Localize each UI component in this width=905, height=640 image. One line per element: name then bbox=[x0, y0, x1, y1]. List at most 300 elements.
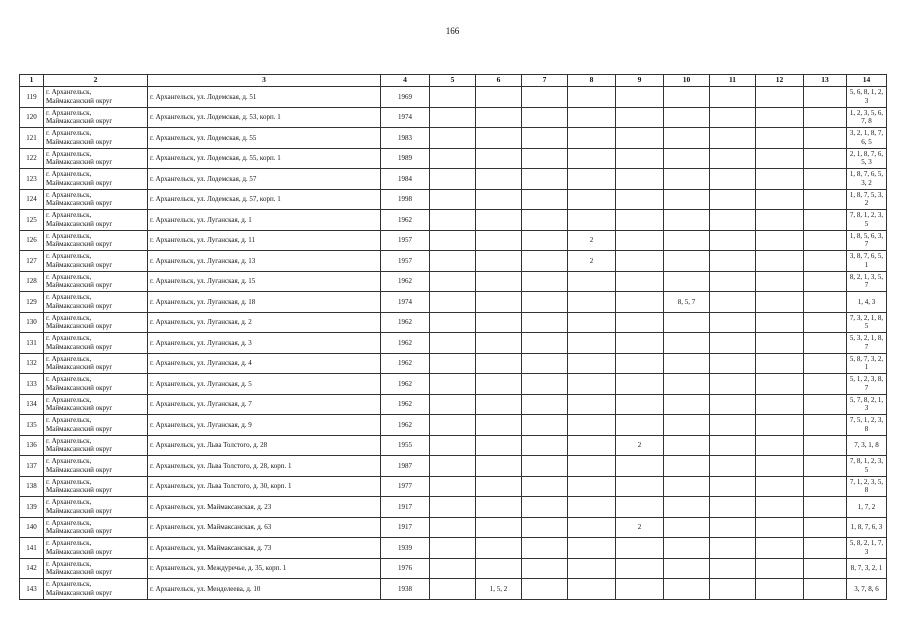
col-5-cell bbox=[430, 292, 476, 313]
year-cell: 1962 bbox=[381, 312, 430, 333]
row-number: 123 bbox=[20, 169, 44, 190]
col-5-cell bbox=[430, 312, 476, 333]
col-5-cell bbox=[430, 476, 476, 497]
col-5-cell bbox=[430, 435, 476, 456]
col-14-cell: 5, 7, 8, 2, 1, 3 bbox=[847, 394, 887, 415]
year-cell: 1917 bbox=[381, 517, 430, 538]
col-11-cell bbox=[710, 169, 756, 190]
district-cell: г. Архангельск, Маймаксанский округ bbox=[44, 230, 148, 251]
col-13-cell bbox=[804, 579, 847, 600]
col-12-cell bbox=[756, 538, 804, 559]
col-12-cell bbox=[756, 394, 804, 415]
col-5-cell bbox=[430, 538, 476, 559]
row-number: 129 bbox=[20, 292, 44, 313]
table-row bbox=[20, 497, 887, 518]
table-row bbox=[20, 148, 887, 169]
col-8-cell bbox=[568, 333, 616, 354]
col-12-cell bbox=[756, 271, 804, 292]
col-5-cell bbox=[430, 333, 476, 354]
col-6-cell bbox=[476, 189, 522, 210]
col-12-cell bbox=[756, 189, 804, 210]
col-6-cell bbox=[476, 456, 522, 477]
col-5-cell bbox=[430, 517, 476, 538]
col-9-cell bbox=[616, 394, 664, 415]
row-number: 119 bbox=[20, 87, 44, 108]
column-header-9: 9 bbox=[616, 75, 664, 87]
col-9-cell bbox=[616, 107, 664, 128]
col-7-cell bbox=[522, 456, 568, 477]
row-number: 136 bbox=[20, 435, 44, 456]
col-8-cell bbox=[568, 415, 616, 436]
col-14-cell: 3, 8, 7, 6, 5, 1 bbox=[847, 251, 887, 272]
col-9-cell bbox=[616, 230, 664, 251]
col-14-cell: 1, 4, 3 bbox=[847, 292, 887, 313]
col-11-cell bbox=[710, 312, 756, 333]
col-7-cell bbox=[522, 517, 568, 538]
year-cell: 1962 bbox=[381, 394, 430, 415]
col-12-cell bbox=[756, 312, 804, 333]
address-cell: г. Архангельск, ул. Луганская, д. 5 bbox=[148, 374, 381, 395]
col-6-cell bbox=[476, 312, 522, 333]
col-8-cell: 2 bbox=[568, 230, 616, 251]
year-cell: 1955 bbox=[381, 435, 430, 456]
col-13-cell bbox=[804, 353, 847, 374]
address-cell: г. Архангельск, ул. Луганская, д. 4 bbox=[148, 353, 381, 374]
col-11-cell bbox=[710, 497, 756, 518]
col-8-cell bbox=[568, 87, 616, 108]
col-7-cell bbox=[522, 128, 568, 149]
col-11-cell bbox=[710, 435, 756, 456]
col-9-cell bbox=[616, 497, 664, 518]
col-14-cell: 1, 8, 7, 5, 3, 2 bbox=[847, 189, 887, 210]
table-row bbox=[20, 579, 887, 600]
col-11-cell bbox=[710, 128, 756, 149]
col-13-cell bbox=[804, 189, 847, 210]
col-9-cell bbox=[616, 415, 664, 436]
col-14-cell: 2, 1, 8, 7, 6, 5, 3 bbox=[847, 148, 887, 169]
col-7-cell bbox=[522, 107, 568, 128]
col-6-cell: 1, 5, 2 bbox=[476, 579, 522, 600]
col-10-cell bbox=[664, 312, 710, 333]
district-cell: г. Архангельск, Маймаксанский округ bbox=[44, 497, 148, 518]
address-cell: г. Архангельск, ул. Луганская, д. 9 bbox=[148, 415, 381, 436]
col-6-cell bbox=[476, 476, 522, 497]
col-10-cell bbox=[664, 353, 710, 374]
col-6-cell bbox=[476, 251, 522, 272]
col-12-cell bbox=[756, 251, 804, 272]
col-12-cell bbox=[756, 415, 804, 436]
col-11-cell bbox=[710, 333, 756, 354]
col-10-cell bbox=[664, 415, 710, 436]
col-14-cell: 7, 1, 2, 3, 5, 8 bbox=[847, 476, 887, 497]
col-8-cell: 2 bbox=[568, 251, 616, 272]
col-13-cell bbox=[804, 415, 847, 436]
col-6-cell bbox=[476, 128, 522, 149]
col-8-cell bbox=[568, 292, 616, 313]
table-row bbox=[20, 456, 887, 477]
column-header-14: 14 bbox=[847, 75, 887, 87]
col-10-cell bbox=[664, 230, 710, 251]
address-cell: г. Архангельск, ул. Луганская, д. 11 bbox=[148, 230, 381, 251]
year-cell: 1957 bbox=[381, 230, 430, 251]
col-11-cell bbox=[710, 251, 756, 272]
col-7-cell bbox=[522, 87, 568, 108]
column-header-12: 12 bbox=[756, 75, 804, 87]
col-13-cell bbox=[804, 374, 847, 395]
col-6-cell bbox=[476, 558, 522, 579]
district-cell: г. Архангельск, Маймаксанский округ bbox=[44, 169, 148, 190]
col-11-cell bbox=[710, 456, 756, 477]
row-number: 141 bbox=[20, 538, 44, 559]
table-row bbox=[20, 374, 887, 395]
district-cell: г. Архангельск, Маймаксанский округ bbox=[44, 476, 148, 497]
row-number: 126 bbox=[20, 230, 44, 251]
district-cell: г. Архангельск, Маймаксанский округ bbox=[44, 517, 148, 538]
column-header-13: 13 bbox=[804, 75, 847, 87]
col-12-cell bbox=[756, 128, 804, 149]
col-12-cell bbox=[756, 558, 804, 579]
district-cell: г. Архангельск, Маймаксанский округ bbox=[44, 189, 148, 210]
col-5-cell bbox=[430, 353, 476, 374]
district-cell: г. Архангельск, Маймаксанский округ bbox=[44, 107, 148, 128]
district-cell: г. Архангельск, Маймаксанский округ bbox=[44, 312, 148, 333]
col-10-cell bbox=[664, 87, 710, 108]
col-5-cell bbox=[430, 210, 476, 231]
col-14-cell: 5, 6, 8, 1, 2, 3 bbox=[847, 87, 887, 108]
col-7-cell bbox=[522, 374, 568, 395]
col-6-cell bbox=[476, 497, 522, 518]
col-14-cell: 5, 1, 2, 3, 8, 7 bbox=[847, 374, 887, 395]
col-14-cell: 5, 3, 2, 1, 8, 7 bbox=[847, 333, 887, 354]
address-cell: г. Архангельск, ул. Льва Толстого, д. 28 bbox=[148, 435, 381, 456]
col-5-cell bbox=[430, 394, 476, 415]
col-11-cell bbox=[710, 415, 756, 436]
year-cell: 1984 bbox=[381, 169, 430, 190]
col-11-cell bbox=[710, 271, 756, 292]
address-cell: г. Архангельск, ул. Лодемская, д. 51 bbox=[148, 87, 381, 108]
year-cell: 1962 bbox=[381, 353, 430, 374]
col-9-cell bbox=[616, 579, 664, 600]
col-11-cell bbox=[710, 148, 756, 169]
col-7-cell bbox=[522, 435, 568, 456]
col-13-cell bbox=[804, 333, 847, 354]
year-cell: 1974 bbox=[381, 107, 430, 128]
col-8-cell bbox=[568, 476, 616, 497]
year-cell: 1969 bbox=[381, 87, 430, 108]
col-13-cell bbox=[804, 312, 847, 333]
col-11-cell bbox=[710, 517, 756, 538]
col-13-cell bbox=[804, 210, 847, 231]
year-cell: 1962 bbox=[381, 333, 430, 354]
row-number: 130 bbox=[20, 312, 44, 333]
col-12-cell bbox=[756, 333, 804, 354]
address-cell: г. Архангельск, ул. Лодемская, д. 55 bbox=[148, 128, 381, 149]
col-9-cell bbox=[616, 87, 664, 108]
col-13-cell bbox=[804, 456, 847, 477]
col-12-cell bbox=[756, 87, 804, 108]
col-7-cell bbox=[522, 558, 568, 579]
col-11-cell bbox=[710, 230, 756, 251]
col-12-cell bbox=[756, 353, 804, 374]
col-7-cell bbox=[522, 415, 568, 436]
col-13-cell bbox=[804, 271, 847, 292]
col-9-cell bbox=[616, 476, 664, 497]
district-cell: г. Архангельск, Маймаксанский округ bbox=[44, 456, 148, 477]
address-cell: г. Архангельск, ул. Луганская, д. 1 bbox=[148, 210, 381, 231]
row-number: 120 bbox=[20, 107, 44, 128]
year-cell: 1998 bbox=[381, 189, 430, 210]
col-12-cell bbox=[756, 169, 804, 190]
col-14-cell: 3, 2, 1, 8, 7, 6, 5 bbox=[847, 128, 887, 149]
col-9-cell: 2 bbox=[616, 435, 664, 456]
year-cell: 1962 bbox=[381, 210, 430, 231]
col-5-cell bbox=[430, 251, 476, 272]
district-cell: г. Архангельск, Маймаксанский округ bbox=[44, 292, 148, 313]
table-row bbox=[20, 353, 887, 374]
col-13-cell bbox=[804, 169, 847, 190]
col-5-cell bbox=[430, 169, 476, 190]
address-cell: г. Архангельск, ул. Лодемская, д. 55, корп. 1 bbox=[148, 148, 381, 169]
col-9-cell bbox=[616, 271, 664, 292]
col-5-cell bbox=[430, 374, 476, 395]
column-header-4: 4 bbox=[381, 75, 430, 87]
row-number: 138 bbox=[20, 476, 44, 497]
col-12-cell bbox=[756, 497, 804, 518]
address-cell: г. Архангельск, ул. Луганская, д. 18 bbox=[148, 292, 381, 313]
col-9-cell bbox=[616, 558, 664, 579]
col-11-cell bbox=[710, 292, 756, 313]
year-cell: 1976 bbox=[381, 558, 430, 579]
column-header-1: 1 bbox=[20, 75, 44, 87]
col-7-cell bbox=[522, 497, 568, 518]
col-11-cell bbox=[710, 538, 756, 559]
col-13-cell bbox=[804, 251, 847, 272]
col-9-cell bbox=[616, 374, 664, 395]
col-5-cell bbox=[430, 271, 476, 292]
col-8-cell bbox=[568, 497, 616, 518]
col-9-cell bbox=[616, 292, 664, 313]
col-7-cell bbox=[522, 312, 568, 333]
district-cell: г. Архангельск, Маймаксанский округ bbox=[44, 558, 148, 579]
col-14-cell: 3, 7, 8, 6 bbox=[847, 579, 887, 600]
row-number: 122 bbox=[20, 148, 44, 169]
col-11-cell bbox=[710, 558, 756, 579]
col-14-cell: 7, 8, 1, 2, 3, 5 bbox=[847, 210, 887, 231]
col-9-cell bbox=[616, 189, 664, 210]
address-cell: г. Архангельск, ул. Лодемская, д. 57, корп. 1 bbox=[148, 189, 381, 210]
district-cell: г. Архангельск, Маймаксанский округ bbox=[44, 435, 148, 456]
district-cell: г. Архангельск, Маймаксанский округ bbox=[44, 333, 148, 354]
district-cell: г. Архангельск, Маймаксанский округ bbox=[44, 87, 148, 108]
col-5-cell bbox=[430, 497, 476, 518]
col-6-cell bbox=[476, 415, 522, 436]
col-13-cell bbox=[804, 435, 847, 456]
col-8-cell bbox=[568, 107, 616, 128]
table-row bbox=[20, 230, 887, 251]
col-6-cell bbox=[476, 394, 522, 415]
col-7-cell bbox=[522, 579, 568, 600]
address-cell: г. Архангельск, ул. Маймаксанская, д. 23 bbox=[148, 497, 381, 518]
col-5-cell bbox=[430, 128, 476, 149]
address-cell: г. Архангельск, ул. Лодемская, д. 57 bbox=[148, 169, 381, 190]
col-5-cell bbox=[430, 189, 476, 210]
row-number: 131 bbox=[20, 333, 44, 354]
table-row bbox=[20, 394, 887, 415]
col-13-cell bbox=[804, 148, 847, 169]
table-row bbox=[20, 169, 887, 190]
col-5-cell bbox=[430, 148, 476, 169]
row-number: 121 bbox=[20, 128, 44, 149]
col-7-cell bbox=[522, 271, 568, 292]
address-cell: г. Архангельск, ул. Маймаксанская, д. 73 bbox=[148, 538, 381, 559]
district-cell: г. Архангельск, Маймаксанский округ bbox=[44, 128, 148, 149]
col-7-cell bbox=[522, 210, 568, 231]
col-9-cell bbox=[616, 251, 664, 272]
row-number: 124 bbox=[20, 189, 44, 210]
column-header-6: 6 bbox=[476, 75, 522, 87]
col-8-cell bbox=[568, 394, 616, 415]
col-14-cell: 1, 8, 7, 6, 3 bbox=[847, 517, 887, 538]
column-header-7: 7 bbox=[522, 75, 568, 87]
address-cell: г. Архангельск, ул. Луганская, д. 13 bbox=[148, 251, 381, 272]
col-6-cell bbox=[476, 353, 522, 374]
row-number: 125 bbox=[20, 210, 44, 231]
col-10-cell bbox=[664, 210, 710, 231]
year-cell: 1957 bbox=[381, 251, 430, 272]
district-cell: г. Архангельск, Маймаксанский округ bbox=[44, 374, 148, 395]
col-11-cell bbox=[710, 210, 756, 231]
col-5-cell bbox=[430, 87, 476, 108]
col-13-cell bbox=[804, 87, 847, 108]
col-10-cell bbox=[664, 476, 710, 497]
address-cell: г. Архангельск, ул. Льва Толстого, д. 30, корп. 1 bbox=[148, 476, 381, 497]
col-7-cell bbox=[522, 148, 568, 169]
col-9-cell bbox=[616, 210, 664, 231]
row-number: 143 bbox=[20, 579, 44, 600]
col-8-cell bbox=[568, 456, 616, 477]
col-6-cell bbox=[476, 538, 522, 559]
table-row bbox=[20, 476, 887, 497]
col-14-cell: 5, 8, 7, 3, 2, 1 bbox=[847, 353, 887, 374]
col-9-cell bbox=[616, 538, 664, 559]
data-table bbox=[19, 74, 887, 600]
col-11-cell bbox=[710, 579, 756, 600]
col-8-cell bbox=[568, 435, 616, 456]
col-5-cell bbox=[430, 415, 476, 436]
year-cell: 1977 bbox=[381, 476, 430, 497]
col-9-cell bbox=[616, 312, 664, 333]
col-13-cell bbox=[804, 517, 847, 538]
year-cell: 1974 bbox=[381, 292, 430, 313]
col-5-cell bbox=[430, 230, 476, 251]
col-8-cell bbox=[568, 579, 616, 600]
district-cell: г. Архангельск, Маймаксанский округ bbox=[44, 271, 148, 292]
address-cell: г. Архангельск, ул. Лодемская, д. 53, корп. 1 bbox=[148, 107, 381, 128]
address-cell: г. Архангельск, ул. Льва Толстого, д. 28, корп. 1 bbox=[148, 456, 381, 477]
col-6-cell bbox=[476, 333, 522, 354]
col-10-cell bbox=[664, 169, 710, 190]
col-10-cell bbox=[664, 128, 710, 149]
year-cell: 1962 bbox=[381, 374, 430, 395]
address-cell: г. Архангельск, ул. Луганская, д. 3 bbox=[148, 333, 381, 354]
column-header-8: 8 bbox=[568, 75, 616, 87]
col-7-cell bbox=[522, 189, 568, 210]
district-cell: г. Архангельск, Маймаксанский округ bbox=[44, 251, 148, 272]
column-header-11: 11 bbox=[710, 75, 756, 87]
row-number: 134 bbox=[20, 394, 44, 415]
col-8-cell bbox=[568, 374, 616, 395]
col-9-cell bbox=[616, 456, 664, 477]
col-8-cell bbox=[568, 538, 616, 559]
col-12-cell bbox=[756, 435, 804, 456]
column-header-2: 2 bbox=[44, 75, 148, 87]
col-13-cell bbox=[804, 292, 847, 313]
col-9-cell bbox=[616, 333, 664, 354]
address-cell: г. Архангельск, ул. Менделеева, д. 10 bbox=[148, 579, 381, 600]
col-7-cell bbox=[522, 292, 568, 313]
col-8-cell bbox=[568, 353, 616, 374]
table-row bbox=[20, 558, 887, 579]
col-10-cell bbox=[664, 148, 710, 169]
col-12-cell bbox=[756, 210, 804, 231]
col-12-cell bbox=[756, 579, 804, 600]
address-cell: г. Архангельск, ул. Луганская, д. 2 bbox=[148, 312, 381, 333]
district-cell: г. Архангельск, Маймаксанский округ bbox=[44, 538, 148, 559]
col-10-cell bbox=[664, 333, 710, 354]
col-12-cell bbox=[756, 374, 804, 395]
col-7-cell bbox=[522, 333, 568, 354]
district-cell: г. Архангельск, Маймаксанский округ bbox=[44, 210, 148, 231]
row-number: 139 bbox=[20, 497, 44, 518]
col-7-cell bbox=[522, 538, 568, 559]
col-11-cell bbox=[710, 189, 756, 210]
col-12-cell bbox=[756, 148, 804, 169]
col-11-cell bbox=[710, 476, 756, 497]
col-11-cell bbox=[710, 107, 756, 128]
col-13-cell bbox=[804, 476, 847, 497]
col-9-cell bbox=[616, 353, 664, 374]
col-7-cell bbox=[522, 169, 568, 190]
col-14-cell: 1, 8, 5, 6, 3, 7 bbox=[847, 230, 887, 251]
column-header-5: 5 bbox=[430, 75, 476, 87]
row-number: 137 bbox=[20, 456, 44, 477]
col-7-cell bbox=[522, 353, 568, 374]
col-5-cell bbox=[430, 558, 476, 579]
col-13-cell bbox=[804, 497, 847, 518]
district-cell: г. Архангельск, Маймаксанский округ bbox=[44, 579, 148, 600]
table-row bbox=[20, 271, 887, 292]
col-10-cell bbox=[664, 517, 710, 538]
header-row bbox=[20, 75, 887, 87]
col-11-cell bbox=[710, 394, 756, 415]
col-10-cell bbox=[664, 189, 710, 210]
col-14-cell: 8, 2, 1, 3, 5, 7 bbox=[847, 271, 887, 292]
col-11-cell bbox=[710, 374, 756, 395]
district-cell: г. Архангельск, Маймаксанский округ bbox=[44, 148, 148, 169]
table-row bbox=[20, 87, 887, 108]
col-6-cell bbox=[476, 292, 522, 313]
row-number: 142 bbox=[20, 558, 44, 579]
col-9-cell bbox=[616, 148, 664, 169]
col-8-cell bbox=[568, 189, 616, 210]
row-number: 128 bbox=[20, 271, 44, 292]
col-10-cell bbox=[664, 107, 710, 128]
col-9-cell bbox=[616, 128, 664, 149]
year-cell: 1939 bbox=[381, 538, 430, 559]
col-13-cell bbox=[804, 128, 847, 149]
col-10-cell bbox=[664, 456, 710, 477]
table-row bbox=[20, 107, 887, 128]
